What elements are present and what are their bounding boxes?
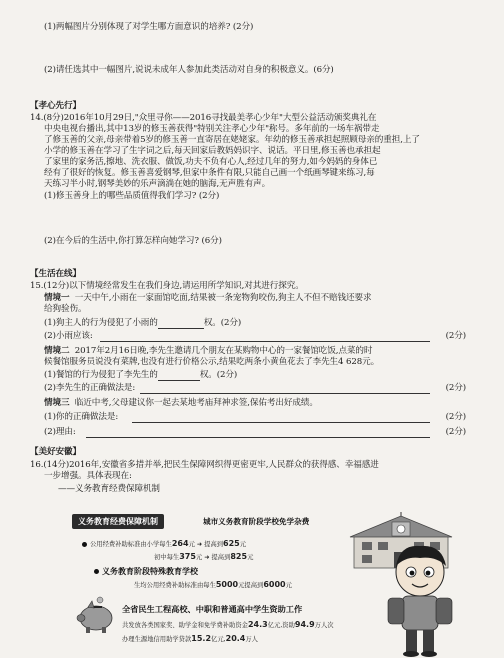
v: 24.3 xyxy=(247,620,268,629)
score: (2分) xyxy=(445,331,466,341)
t: 初中每生 xyxy=(154,554,180,561)
q-text: 权。(2分) xyxy=(199,370,238,380)
v: 5000 xyxy=(215,580,239,589)
section-life: 【生活在线】 xyxy=(30,269,81,279)
scenario-1-q2: (2)小雨应该: xyxy=(44,331,93,341)
q14-line: 小学的修玉善在学习了生字词之后,每天回家后教妈妈识字、说话。平日里,修玉善也承担起 xyxy=(44,146,381,156)
q14-line: 天练习半小时,钢琴美妙的乐声滴淌在她的脑海,无声胜有声。 xyxy=(44,179,271,189)
scenario-3-q1: (1)你的正确做法是: xyxy=(44,412,119,422)
scenario-3-label: 情境三 xyxy=(44,398,70,408)
q14-part1: (1)修玉善身上的哪些品质值得我们学习? (2分) xyxy=(44,191,220,201)
answer-line[interactable] xyxy=(140,393,430,394)
q-text: (1)餐馆的行为侵犯了李先生的 xyxy=(44,370,158,380)
q16-line1: 16.(14分)2016年,安徽省多措并举,把民生保障网织得更密更牢,人民群众的获得感、幸福感进 xyxy=(30,460,379,470)
t: 生均公用经费补助标准由每生 xyxy=(134,582,216,589)
t: 万人 xyxy=(245,636,258,643)
banner-row-2 xyxy=(154,552,253,561)
scenario-3 xyxy=(44,398,318,409)
cartoon-student-illustration xyxy=(380,542,460,658)
banner-aid-title: 全省民生工程高校、中职和普通高中学生资助工作 xyxy=(122,604,303,614)
banner-row-3 xyxy=(134,580,292,589)
scenario-2-text: 2017年2月16日晚,李先生邀请几个朋友在某购物中心的一家餐馆吃饭,点菜的时 xyxy=(74,346,373,356)
t: 义务教育阶段特殊教育学校 xyxy=(102,567,198,576)
v: 94.9 xyxy=(294,620,315,629)
scenario-1 xyxy=(44,293,371,304)
t: 公用经费补助标准由小学每生 xyxy=(90,541,172,548)
q14-line: 了家里的家务活,擦地、洗衣服、做饭,功夫不负有心人,经过几年的努力,如今妈妈的身体已 xyxy=(44,157,378,167)
q16-line3: ——义务教育经费保障机制 xyxy=(58,484,160,494)
scenario-2 xyxy=(44,346,372,357)
education-infographic xyxy=(60,512,460,658)
banner-row-5 xyxy=(122,634,258,643)
q14-line: 经有了很好的恢复。修玉善喜爱钢琴,但家中条件有限,只能自己画一个纸画琴键来练习,每 xyxy=(44,168,375,178)
score: (2分) xyxy=(445,383,466,393)
answer-line[interactable] xyxy=(132,422,430,423)
q15-intro: 15.(12分)以下情境经常发生在我们身边,请运用所学知识,对其进行探究。 xyxy=(30,281,304,291)
t: 元 xyxy=(188,541,195,548)
scenario-1-label: 情境一 xyxy=(44,293,70,303)
q14-part2: (2)在今后的生活中,你打算怎样向她学习? (6分) xyxy=(44,236,222,246)
scenario-1-q1 xyxy=(44,318,241,329)
t: 办理生源地信用助学贷款 xyxy=(122,636,192,643)
v: 20.4 xyxy=(225,634,246,643)
t: 万人次 xyxy=(314,622,334,629)
q-text: 权。(2分) xyxy=(203,318,242,328)
banner-subtitle: 城市义务教育阶段学校免学杂费 xyxy=(203,517,310,526)
t: 亿元,资助 xyxy=(267,622,295,629)
v: 825 xyxy=(230,552,248,561)
section-anhui: 【美好安徽】 xyxy=(30,447,81,457)
t: 提高到 xyxy=(204,541,224,548)
banner-tag: 义务教育经费保障机制 xyxy=(72,514,164,529)
bullet-icon xyxy=(82,542,87,547)
banner-row-1 xyxy=(82,539,246,548)
banner-row-4 xyxy=(122,620,334,629)
q16-line2: 一步增强。具体表现在: xyxy=(44,471,132,481)
v: 15.2 xyxy=(191,634,212,643)
q-text: (1)狗主人的行为侵犯了小雨的 xyxy=(44,318,158,328)
bullet-icon xyxy=(94,569,99,574)
answer-blank[interactable] xyxy=(158,371,200,381)
arrow-icon: ➜ xyxy=(196,541,203,548)
answer-blank[interactable] xyxy=(158,319,204,329)
q13-part2: (2)请任选其中一幅图片,说说未成年人参加此类活动对自身的积极意义。(6分) xyxy=(44,65,334,75)
scenario-3-q2: (2)理由: xyxy=(44,427,76,437)
q14-line: 14.(8分)2016年10月29日,"众里寻你——2016寻找最美孝心少年"大型公益活动颁奖典礼在 xyxy=(30,113,377,123)
scenario-3-text: 临近中考,父母建议你一起去某地考庙拜神求签,保佑考出好成绩。 xyxy=(74,398,318,408)
answer-line[interactable] xyxy=(86,437,430,438)
t: 提高到 xyxy=(211,554,231,561)
arrow-icon: ➜ xyxy=(204,554,210,561)
q14-line: 了修玉善的父亲,母亲带着5岁的修玉善一直寄居在姥姥家。年幼的修玉善承担起照顾母亲的重担,上了 xyxy=(44,135,420,145)
answer-line[interactable] xyxy=(100,341,430,342)
v: 375 xyxy=(179,552,196,561)
section-filial: 【孝心先行】 xyxy=(30,101,81,111)
scenario-2-label: 情境二 xyxy=(44,346,70,356)
scenario-2-q1 xyxy=(44,370,237,381)
t: 共发放各类国家奖、助学金和免学费补助资金 xyxy=(122,622,248,629)
t: 元提高到 xyxy=(238,582,264,589)
t: 元 xyxy=(285,582,292,589)
t: 亿元, xyxy=(211,636,226,643)
v: 6000 xyxy=(263,580,286,589)
t: 元 xyxy=(195,554,203,561)
t: 元 xyxy=(247,554,254,561)
t: 元 xyxy=(239,541,247,548)
scenario-1-text2: 给狗验伤。 xyxy=(44,304,87,314)
banner-special-title xyxy=(94,566,198,577)
scenario-2-q2: (2)李先生的正确做法是: xyxy=(44,383,136,393)
v: 625 xyxy=(223,539,240,548)
q13-part1: (1)两幅图片分别体现了对学生哪方面意识的培养? (2分) xyxy=(44,22,254,32)
q14-line: 中央电视台播出,其中13岁的修玉善获得"特别关注孝心少年"称号。多年前的一场车祸带走 xyxy=(44,124,380,134)
scenario-2-text2: 候餐馆服务员说没有菜牌,也没有进行价格公示,结果吃两条小黄鱼花去了李先生4 628元。 xyxy=(44,357,380,367)
scenario-1-text: 一天中午,小雨在一家面馆吃面,结果被一条宠物狗咬伤,狗主人不但不赔钱还要求 xyxy=(74,293,372,303)
score: (2分) xyxy=(445,412,466,422)
v: 264 xyxy=(171,539,189,548)
score: (2分) xyxy=(445,427,466,437)
piggy-bank-icon xyxy=(74,596,118,636)
